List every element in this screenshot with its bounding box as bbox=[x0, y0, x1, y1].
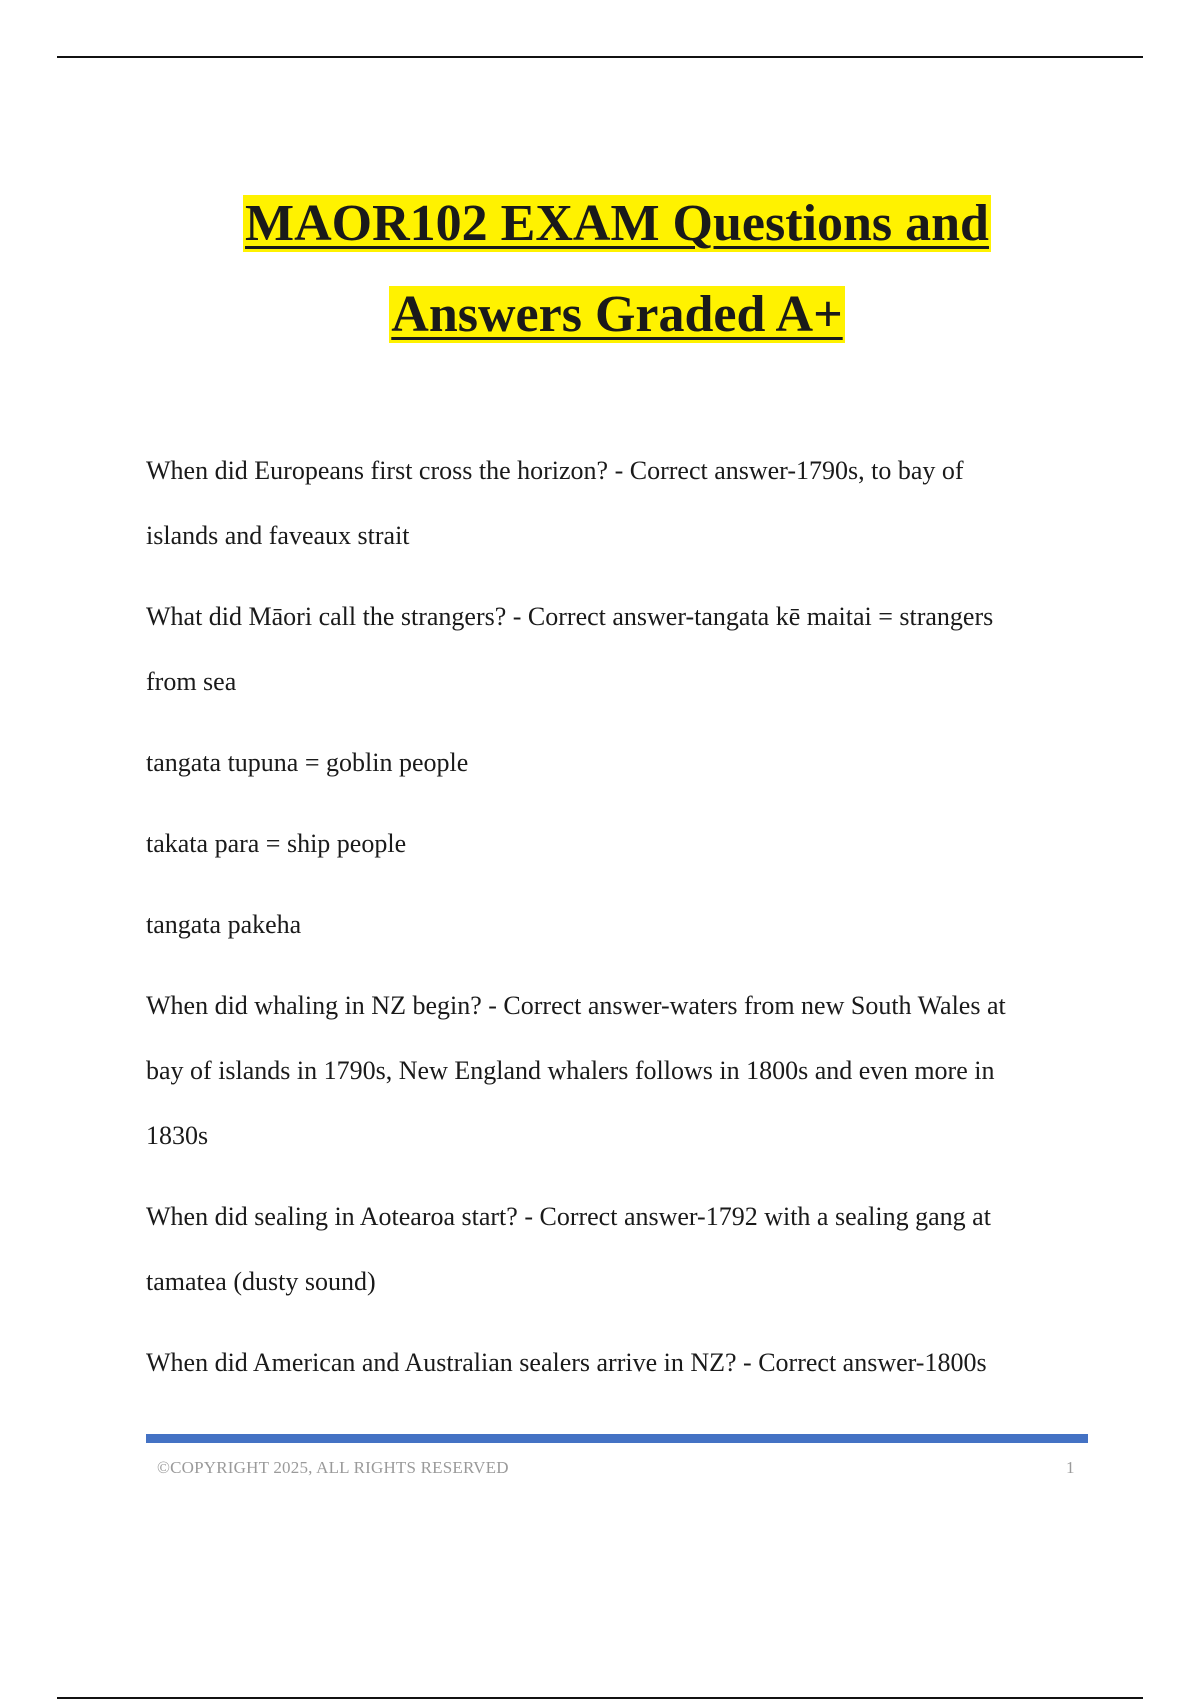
question-paragraph: When did Europeans first cross the horizon? - Correct answer-1790s, to bay of islands and faveaux strait bbox=[146, 456, 964, 550]
footer-bar bbox=[146, 1434, 1088, 1443]
bottom-rule bbox=[57, 1697, 1143, 1699]
title-line-1: MAOR102 EXAM Questions and bbox=[245, 195, 989, 252]
answer-paragraph: tangata tupuna = goblin people bbox=[146, 748, 469, 777]
question-paragraph: When did American and Australian sealers arrive in NZ? - Correct answer-1800s bbox=[146, 1348, 987, 1377]
question-paragraph: What did Māori call the strangers? - Correct answer-tangata kē maitai = strangers from sea bbox=[146, 602, 994, 696]
question-paragraph: When did sealing in Aotearoa start? - Correct answer-1792 with a sealing gang at tamatea (dusty sound) bbox=[146, 1202, 991, 1296]
answer-paragraph: tangata pakeha bbox=[146, 910, 302, 939]
title-line-2: Answers Graded A+ bbox=[391, 286, 843, 343]
page-number: 1 bbox=[1066, 1458, 1075, 1477]
page-title bbox=[0, 178, 1200, 360]
question-paragraph: When did whaling in NZ begin? - Correct answer-waters from new South Wales at bay of islands in 1790s, New England whalers follows in 1800s and even more in 1830s bbox=[146, 991, 1006, 1150]
document-body bbox=[146, 438, 1096, 1411]
footer-copyright: ©COPYRIGHT 2025, ALL RIGHTS RESERVED bbox=[157, 1458, 509, 1477]
top-rule bbox=[57, 56, 1143, 58]
answer-paragraph: takata para = ship people bbox=[146, 829, 407, 858]
